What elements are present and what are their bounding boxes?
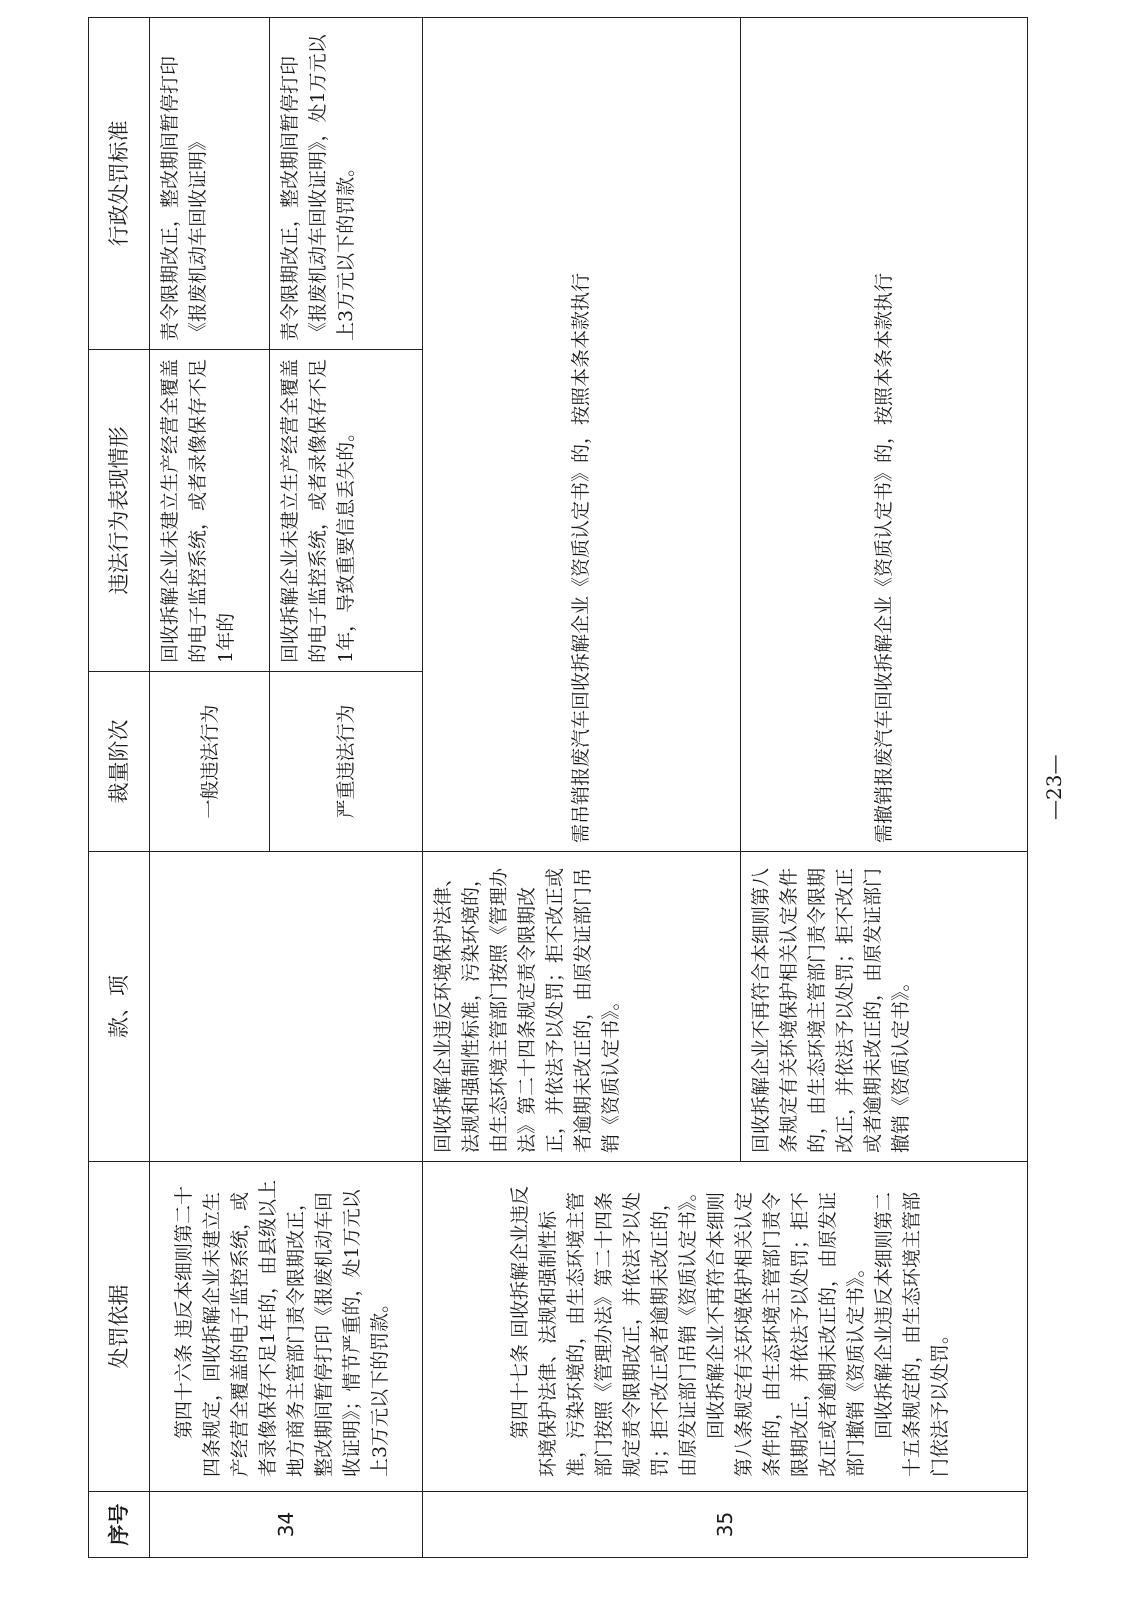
row-34-situation-general: 回收拆解企业未建立生产经营全覆盖的电子监控系统，或者录像保存不足1年的	[150, 350, 270, 672]
row-34-standard-general: 责令限期改正，整改期间暂停打印《报废机动车回收证明》	[150, 18, 270, 350]
penalty-table-sheet	[88, 18, 1028, 1558]
row-35-clause-cancel: 回收拆解企业不再符合本细则第八条规定有关环境保护相关认定条件的，由生态环境主管部门责令限期改正，并依法予以处罚；拒不改正或者逾期未改正的，由原发证部门撤销《资质认定书》。	[740, 852, 1027, 1162]
page-number-text: —23—	[1042, 754, 1066, 820]
header-basis: 处罚依据	[89, 1162, 150, 1492]
row-34-basis	[150, 1162, 423, 1492]
row-35-basis-para-2: 回收拆解企业不再符合本细则第八条规定有关环境保护相关认定条件的，由生态环境主管部门责令限期改正，并依法予以处罚；拒不改正或者逾期未改正的，由原发证部门撤销《资质认定书》。	[704, 1191, 867, 1477]
row-34-seq: 34	[150, 1492, 423, 1558]
penalty-table	[88, 17, 1028, 1558]
page-number	[1042, 740, 1082, 830]
table-row	[150, 18, 270, 1558]
row-34-clause	[150, 852, 423, 1162]
header-row	[89, 18, 150, 1558]
table-row	[422, 18, 740, 1558]
row-35-clause-revoke: 回收拆解企业违反环境保护法律、法规和强制性标准，污染环境的，由生态环境主管部门按照《管理办法》第二十四条规定责令限期改正，并依法予以处罚；拒不改正或者逾期未改正的，由原发证部门吊销《资质认定书》。	[422, 852, 740, 1162]
row-35-seq: 35	[422, 1492, 1027, 1558]
header-seq: 序号	[89, 1492, 150, 1558]
header-situation: 违法行为表现情形	[89, 350, 150, 672]
header-standard: 行政处罚标准	[89, 18, 150, 350]
row-35-standard-revoke: 需吊销报废汽车回收拆解企业《资质认定书》的，按照本条本款执行	[422, 18, 740, 852]
row-34-level-general: 一般违法行为	[150, 672, 270, 852]
row-34-situation-serious: 回收拆解企业未建立生产经营全覆盖的电子监控系统，或者录像保存不足1年，导致重要信息丢失的。	[270, 350, 423, 672]
header-clause: 款、项	[89, 852, 150, 1162]
header-level: 裁量阶次	[89, 672, 150, 852]
row-34-level-serious: 严重违法行为	[270, 672, 423, 852]
row-34-basis-text: 第四十六条 违反本细则第二十四条规定，回收拆解企业未建立生产经营全覆盖的电子监控系统，或者录像保存不足1年的，由县级以上地方商务主管部门责令限期改正，整改期间暂停打印《报废机动车回收证明》；情节严重的，处1万元以上3万元以下的罚款。	[173, 1179, 391, 1477]
row-34-standard-serious: 责令限期改正，整改期间暂停打印《报废机动车回收证明》，处1万元以上3万元以下的罚款。	[270, 18, 423, 350]
row-35-basis-para-3: 回收拆解企业违反本细则第二十五条规定的，由生态环境主管部门依法予以处罚。	[872, 1191, 951, 1477]
row-35-standard-cancel: 需撤销报废汽车回收拆解企业《资质认定书》的，按照本条本款执行	[740, 18, 1027, 852]
row-35-basis	[422, 1162, 1027, 1492]
row-35-basis-para-1: 第四十七条 回收拆解企业违反环境保护法律、法规和强制性标准，污染环境的，由生态环境主管部门按照《管理办法》第二十四条规定责令限期改正，并依法予以处罚；拒不改正或者逾期未改正的，由原发证部门吊销《资质认定书》。	[508, 1182, 699, 1477]
